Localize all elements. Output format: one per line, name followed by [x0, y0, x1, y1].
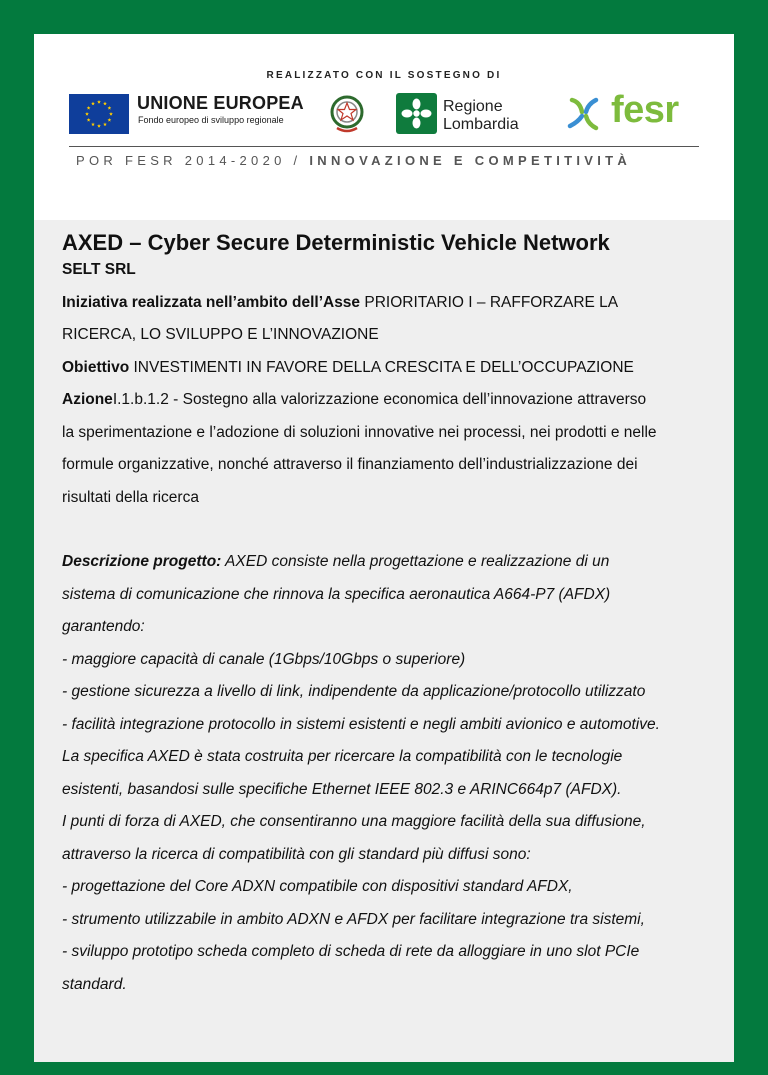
- description-line: - progettazione del Core ADXN compatibile con dispositivi standard AFDX,: [62, 878, 573, 895]
- description-line: I punti di forza di AXED, che consentiranno una maggiore facilità della sua diffusione,: [62, 813, 646, 830]
- eu-star-icon: [103, 102, 107, 106]
- obiettivo-label: Obiettivo: [62, 358, 130, 376]
- lombardia-label: Lombardia: [443, 116, 519, 133]
- poster-page: [34, 34, 734, 1062]
- description-line: esistenti, basandosi sulle specifiche Ethernet IEEE 802.3 e ARINC664p7 (AFDX).: [62, 780, 622, 798]
- eu-star-icon: [87, 118, 91, 122]
- asse-label: Iniziativa realizzata nell’ambito dell’Asse: [62, 293, 361, 311]
- description-line: - strumento utilizzabile in ambito ADXN e AFDX per facilitare integrazione tra sistemi,: [62, 910, 645, 928]
- project-text: [62, 232, 712, 1001]
- azione-line: I.1.b.1.2 - Sostegno alla valorizzazione economica dell’innovazione attraverso: [112, 391, 647, 408]
- sostegno-caption: REALIZZATO CON IL SOSTEGNO DI: [266, 70, 502, 81]
- eu-star-icon: [107, 106, 111, 110]
- eu-star-icon: [107, 118, 111, 122]
- italian-republic-emblem-icon: [328, 92, 366, 136]
- description-line: - gestione sicurezza a livello di link, indipendente da applicazione/protocollo utilizzato: [62, 683, 646, 700]
- eu-subtitle: Fondo europeo di sviluppo regionale: [138, 115, 284, 125]
- description-line: La specifica AXED è stata costruita per ricercare la compatibilità con le tecnologie: [62, 748, 623, 765]
- eu-star-icon: [85, 112, 89, 116]
- por-fesr-label: POR FESR 2014-2020 /: [76, 153, 302, 168]
- eu-flag-icon: [69, 94, 129, 134]
- por-fesr-line: [76, 153, 631, 168]
- eu-star-icon: [87, 106, 91, 110]
- regione-label: Regione: [443, 98, 503, 115]
- asse-value-2: RICERCA, LO SVILUPPO E L’INNOVAZIONE: [62, 326, 379, 343]
- description-line: - facilità integrazione protocollo in sistemi esistenti e negli ambiti avionico e automotive.: [62, 715, 660, 733]
- obiettivo-paragraph: [62, 352, 712, 385]
- eu-title: UNIONE EUROPEA: [137, 93, 304, 113]
- azione-line: la sperimentazione e l’adozione di soluzioni innovative nei processi, nei prodotti e nelle: [62, 423, 657, 441]
- description-line: - maggiore capacità di canale (1Gbps/10Gbps o superiore): [62, 650, 466, 668]
- azione-paragraph: [62, 384, 712, 417]
- description-line: attraverso la ricerca di compatibilità con gli standard più diffusi sono:: [62, 845, 531, 863]
- fesr-wordmark: fesr: [611, 89, 679, 131]
- company-name: SELT SRL: [62, 261, 136, 278]
- description-line: - sviluppo prototipo scheda completo di scheda di rete da alloggiare in uno slot PCIe: [62, 943, 640, 960]
- description-first-line: AXED consiste nella progettazione e realizzazione di un: [221, 553, 610, 570]
- regione-lombardia-logo-icon: [396, 93, 437, 134]
- eu-star-icon: [103, 122, 107, 126]
- azione-line: risultati della ricerca: [62, 488, 199, 506]
- description-label: Descrizione progetto:: [62, 553, 222, 570]
- description-paragraph: [62, 546, 712, 579]
- azione-label: Azione: [62, 391, 113, 408]
- innovazione-label: INNOVAZIONE E COMPETITIVITÀ: [309, 153, 632, 168]
- description-line: garantendo:: [62, 618, 145, 635]
- spacer: [62, 514, 712, 546]
- obiettivo-value: INVESTIMENTI IN FAVORE DELLA CRESCITA E DELL’OCCUPAZIONE: [129, 358, 634, 376]
- eu-star-icon: [97, 124, 101, 128]
- eu-star-icon: [91, 102, 95, 106]
- asse-paragraph: [62, 287, 712, 320]
- eu-star-icon: [91, 122, 95, 126]
- eu-star-icon: [109, 112, 113, 116]
- project-title: AXED – Cyber Secure Deterministic Vehicle Network: [62, 230, 610, 255]
- fesr-logo-icon: [562, 92, 606, 136]
- eu-star-icon: [97, 100, 101, 104]
- description-line: sistema di comunicazione che rinnova la specifica aeronautica A664-P7 (AFDX): [62, 585, 611, 603]
- description-line: standard.: [62, 975, 127, 993]
- azione-line: formule organizzative, nonché attraverso il finanziamento dell’industrializzazione dei: [62, 456, 638, 473]
- asse-value-1: PRIORITARIO I – RAFFORZARE LA: [360, 293, 619, 311]
- header-divider: [69, 146, 699, 147]
